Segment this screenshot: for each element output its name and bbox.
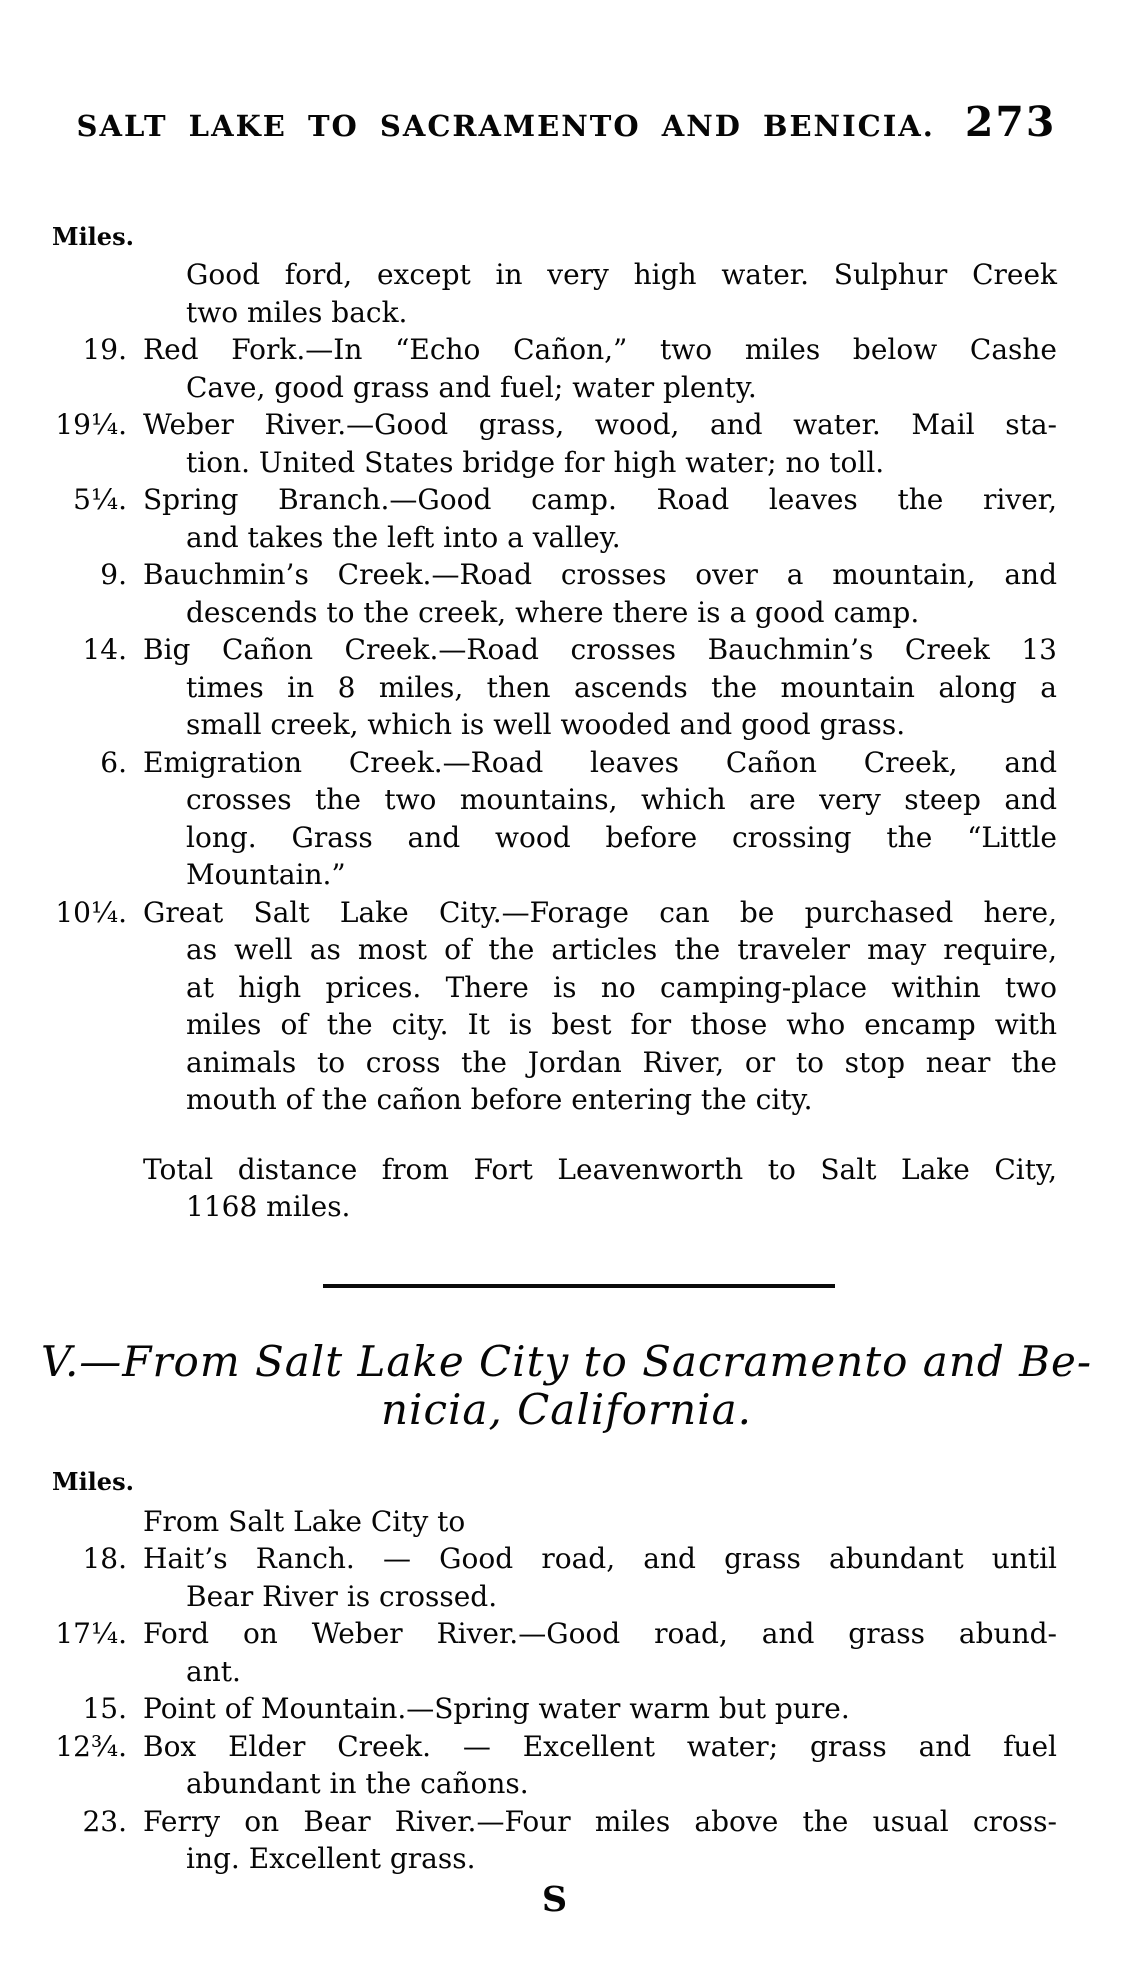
section-heading-line-2: nicia, California.: [380, 1384, 752, 1434]
route-entry-list: [43, 1503, 1057, 1878]
entry-line: ing. Excellent grass.: [186, 1842, 476, 1875]
route-entry: [43, 1690, 1057, 1728]
entry-line: 1168 miles.: [186, 1190, 351, 1223]
miles-value: 19.: [82, 333, 127, 366]
miles-value: 17¼.: [55, 1617, 127, 1650]
entry-line: Hait’s Ranch. — Good road, and grass abundant until: [143, 1542, 1057, 1575]
page-number: 273: [964, 98, 1057, 146]
section-heading-line-1: V.—From Salt Lake City to Sacramento and Be-: [40, 1336, 1093, 1386]
entry-line: as well as most of the articles the traveler may require,: [186, 933, 1057, 966]
entry-line: Good ford, except in very high water. Sulphur Creek: [186, 258, 1057, 291]
entry-line: Big Cañon Creek.—Road crosses Bauchmin’s Creek 13: [143, 633, 1057, 666]
entry-line: Total distance from Fort Leavenworth to Salt Lake City,: [143, 1152, 1057, 1186]
page-header: [0, 96, 1133, 152]
miles-column-label: Miles.: [52, 1466, 134, 1496]
printers-signature-mark: S: [541, 1878, 568, 1920]
miles-value: 14.: [82, 633, 127, 666]
route-section-salt-lake-to-sacramento: [0, 1467, 1133, 1878]
miles-value: 23.: [82, 1804, 127, 1838]
entry-line: times in 8 miles, then ascends the mountain along a: [186, 670, 1057, 704]
entry-line: long. Grass and wood before crossing the “Little: [186, 820, 1057, 854]
route-entry: [43, 1803, 1057, 1878]
miles-value: 19¼.: [55, 408, 127, 441]
route-entry: [43, 1615, 1057, 1690]
entry-line: Spring Branch.—Good camp. Road leaves the river,: [143, 483, 1057, 516]
section-divider-rule: [323, 1284, 835, 1288]
entry-line: Point of Mountain.—Spring water warm but pure.: [143, 1692, 850, 1725]
route-entry: [43, 406, 1057, 481]
miles-value: 6.: [100, 745, 127, 779]
section-heading: [40, 1338, 1093, 1434]
route-entry: [43, 256, 1057, 331]
entry-line: abundant in the cañons.: [186, 1767, 529, 1800]
miles-value: 5¼.: [73, 483, 127, 516]
running-title: SALT LAKE TO SACRAMENTO AND BENICIA.: [76, 109, 935, 143]
route-entry: [43, 481, 1057, 556]
entry-line: animals to cross the Jordan River, or to stop near the: [186, 1045, 1057, 1079]
entry-line: mouth of the cañon before entering the city.: [186, 1083, 813, 1116]
route-entry: [43, 1540, 1057, 1615]
entry-line: at high prices. There is no camping-place within two: [186, 970, 1057, 1004]
route-entry: [43, 744, 1057, 894]
miles-value: 12¾.: [55, 1729, 127, 1763]
entry-line: tion. United States bridge for high water; no toll.: [186, 445, 885, 479]
total-distance-note: [43, 1151, 1057, 1226]
entry-line: Mountain.”: [186, 858, 346, 891]
route-entry: [43, 1151, 1057, 1226]
miles-value: 15.: [82, 1692, 127, 1725]
entry-line: Emigration Creek.—Road leaves Cañon Creek, and: [143, 745, 1057, 779]
entry-line: crosses the two mountains, which are very steep and: [186, 783, 1057, 816]
entry-line: descends to the creek, where there is a good camp.: [186, 595, 920, 629]
route-entry: [43, 1503, 1057, 1541]
entry-line: From Salt Lake City to: [143, 1504, 466, 1538]
entry-line: Great Salt Lake City.—Forage can be purchased here,: [143, 895, 1057, 929]
entry-line: Red Fork.—In “Echo Cañon,” two miles below Cashe: [143, 333, 1057, 366]
entry-line: two miles back.: [186, 295, 408, 329]
entry-line: Bear River is crossed.: [186, 1579, 498, 1613]
entry-line: Bauchmin’s Creek.—Road crosses over a mountain, and: [143, 558, 1057, 591]
entry-line: and takes the left into a valley.: [186, 520, 621, 554]
route-entry: [43, 1728, 1057, 1803]
miles-value: 18.: [82, 1542, 127, 1575]
entry-line: Box Elder Creek. — Excellent water; grass and fuel: [143, 1729, 1057, 1763]
route-entry-list: [43, 256, 1057, 1119]
route-entry: [43, 556, 1057, 631]
entry-line: Ferry on Bear River.—Four miles above the usual cross-: [143, 1804, 1057, 1838]
route-entry: [43, 631, 1057, 744]
route-entry: [43, 894, 1057, 1119]
entry-line: small creek, which is well wooded and good grass.: [186, 708, 906, 741]
route-section-leavenworth-to-salt-lake: [0, 222, 1133, 1226]
entry-line: Ford on Weber River.—Good road, and grass abund-: [143, 1617, 1057, 1650]
entry-line: ant.: [186, 1654, 241, 1688]
miles-column-label: Miles.: [52, 222, 134, 251]
entry-line: Weber River.—Good grass, wood, and water. Mail sta-: [143, 408, 1057, 441]
miles-value: 9.: [100, 558, 127, 591]
entry-line: miles of the city. It is best for those who encamp with: [186, 1008, 1057, 1041]
miles-value: 10¼.: [55, 895, 127, 929]
route-entry: [43, 331, 1057, 406]
entry-line: Cave, good grass and fuel; water plenty.: [186, 370, 757, 404]
